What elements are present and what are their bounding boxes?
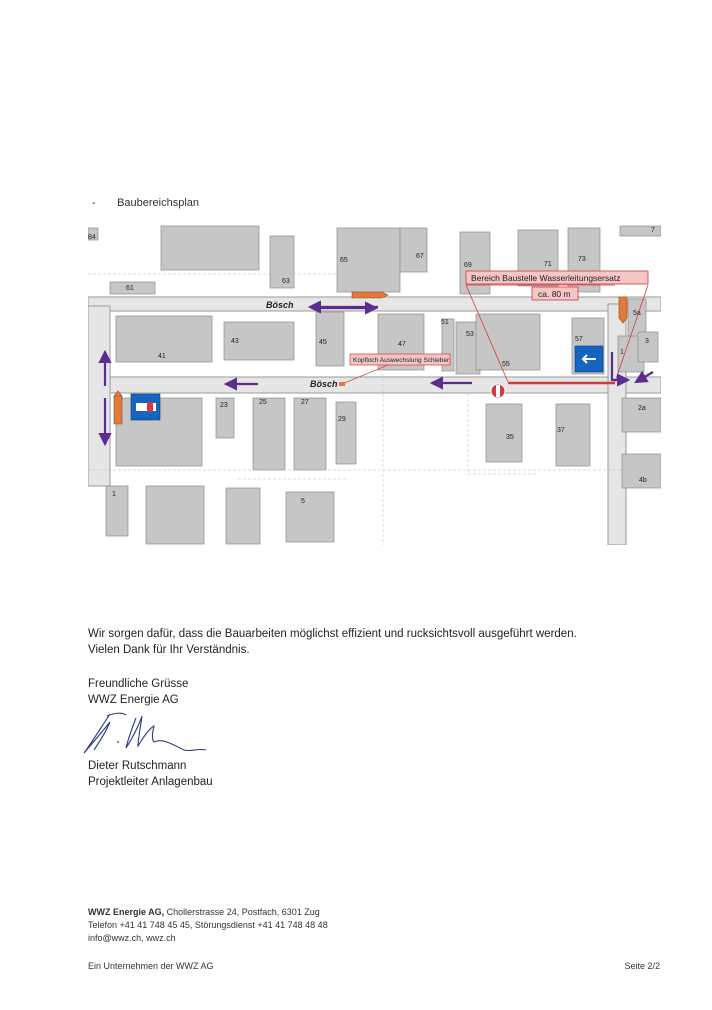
construction-zone-label: Bereich Baustelle Wasserleitungsersatz — [471, 273, 621, 283]
letter-footer — [88, 906, 328, 945]
building-label: 65 — [340, 257, 348, 264]
building-label: 37 — [557, 427, 565, 434]
building-label: 27 — [301, 399, 309, 406]
body-line: Wir sorgen dafür, dass die Bauarbeiten möglichst effizient und rucksichtsvoll ausgeführt werden. — [88, 628, 577, 640]
body-line: Vielen Dank für Ihr Verständnis. — [88, 644, 250, 656]
building-label: 57 — [575, 336, 583, 343]
greeting: Freundliche Grüsse — [88, 678, 189, 690]
signer-block — [88, 758, 213, 790]
building-label: 2a — [638, 405, 646, 412]
bullet-dash: - — [92, 197, 96, 209]
building-label: 41 — [158, 353, 166, 360]
building-label: 45 — [319, 339, 327, 346]
building-label: 35 — [506, 434, 514, 441]
no-entry-sign-blue — [131, 394, 160, 420]
building-label: 3 — [645, 338, 649, 345]
building-label: 53 — [466, 331, 474, 338]
building-label: 29 — [338, 416, 346, 423]
signer-name: Dieter Rutschmann — [88, 760, 187, 772]
building-label: 69 — [464, 262, 472, 269]
no-entry-sign — [491, 384, 505, 398]
company-name: WWZ Energie AG — [88, 694, 179, 706]
building-label: 71 — [544, 261, 552, 268]
building-label: 5a — [633, 310, 641, 317]
body-text — [88, 626, 577, 658]
construction-length-label: ca. 80 m — [538, 289, 571, 299]
building-label: 23 — [220, 402, 228, 409]
closing-block — [88, 676, 188, 708]
building-label: 1 — [620, 349, 624, 356]
building-label: 1 — [112, 491, 116, 498]
building-label: 55 — [502, 361, 510, 368]
footer-phone: Telefon +41 41 748 45 45, Störungsdienst +41 41 748 48 48 — [88, 920, 328, 930]
building-label: 5 — [301, 498, 305, 505]
street-label-lower: Bösch — [310, 379, 338, 389]
building-label: 47 — [398, 341, 406, 348]
building-label: 73 — [578, 256, 586, 263]
construction-area-map — [88, 224, 661, 545]
one-way-sign — [575, 346, 603, 372]
footer-group: Ein Unternehmen der WWZ AG — [88, 961, 214, 971]
building-label: 4b — [639, 477, 647, 484]
page-number: Seite 2/2 — [624, 961, 660, 971]
building-label: 25 — [259, 399, 267, 406]
valve-pit-label: Kopfloch Auswechslung Schieber — [353, 357, 450, 364]
footer-company: WWZ Energie AG, — [88, 907, 165, 917]
building-label: 67 — [416, 253, 424, 260]
valve-pit-marker — [339, 382, 345, 386]
handwritten-signature — [80, 708, 220, 758]
building-label: 7 — [651, 227, 655, 234]
building-label: 61 — [126, 285, 134, 292]
footer-address: Chollerstrasse 24, Postfach, 6301 Zug — [164, 907, 320, 917]
footer-web: info@wwz.ch, wwz.ch — [88, 933, 176, 943]
section-title: Baubereichsplan — [117, 197, 200, 209]
building-label: 43 — [231, 338, 239, 345]
building-label: 51 — [441, 319, 449, 326]
section-heading — [92, 197, 199, 209]
signer-role: Projektleiter Anlagenbau — [88, 776, 213, 788]
building-label: 63 — [282, 278, 290, 285]
building-label: 84 — [88, 234, 96, 241]
street-label-upper: Bösch — [266, 300, 294, 310]
